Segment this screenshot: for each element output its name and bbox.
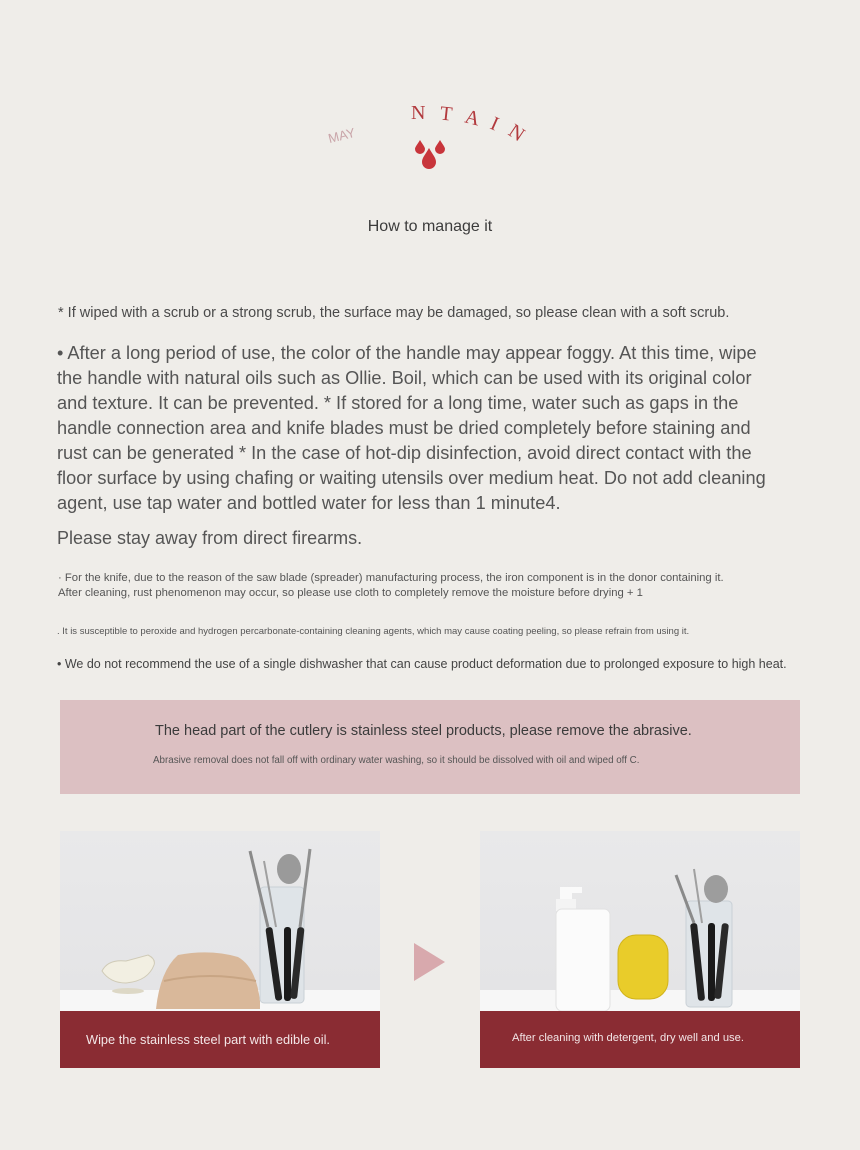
step-1-caption-bar — [60, 1011, 380, 1068]
oil-cloth-cutlery-photo — [60, 831, 380, 1011]
abrasive-notice-box — [60, 700, 800, 794]
scrub-note: * If wiped with a scrub or a strong scrub, the surface may be damaged, so please clean with a soft scrub. — [58, 305, 730, 321]
detergent-sponge-cutlery-photo — [480, 831, 800, 1011]
knife-rust-line-2: After cleaning, rust phenomenon may occur, so please use cloth to completely remove the moisture before drying + 1 — [58, 587, 643, 599]
page-title: How to manage it — [367, 218, 493, 235]
step-2-caption: After cleaning with detergent, dry well and use. — [512, 1032, 744, 1044]
next-step-arrow-icon — [414, 943, 445, 981]
logo-letter-a: A — [462, 105, 483, 131]
abrasive-notice-subtitle: Abrasive removal does not fall off with ordinary water washing, so it should be dissolved with oil and wiped off C. — [153, 755, 640, 766]
abrasive-notice-title: The head part of the cutlery is stainless steel products, please remove the abrasive. — [155, 723, 692, 739]
knife-rust-note — [58, 571, 818, 601]
water-drops-icon — [412, 138, 448, 174]
step-2-caption-bar — [480, 1011, 800, 1068]
detergent-sponge-cutlery-illustration — [480, 831, 800, 1011]
logo-letter-t: T — [438, 102, 454, 126]
peroxide-note: . It is susceptible to peroxide and hydrogen percarbonate-containing cleaning agents, which may cause coating peeling, so please refrain from using it. — [57, 626, 690, 637]
handle-care-paragraph: • After a long period of use, the color of the handle may appear foggy. At this time, wipe the handle with natural oils such as Ollie. Boil, which can be used with its original color and texture. It can be prevented. * If stored for a long time, water such as gaps in the handle connection area and knife blades must be dried completely before staining and rust can be generated * In the case of hot-dip disinfection, avoid direct contact with the floor surface by using chafing or waiting utensils over medium heat. Do not add cleaning agent, use tap water and bottled water for less than 1 minute4. — [57, 343, 766, 513]
step-1-caption: Wipe the stainless steel part with edible oil. — [86, 1032, 330, 1047]
firearms-note: Please stay away from direct firearms. — [57, 528, 363, 548]
logo-letter-n2: N — [504, 119, 529, 147]
dishwasher-note: • We do not recommend the use of a single dishwasher that can cause product deformation due to prolonged exposure to high heat. — [57, 657, 787, 671]
logo-letter-n1: N — [411, 102, 426, 124]
logo-may-text: MAY — [326, 124, 357, 147]
knife-rust-line-1: · For the knife, due to the reason of the saw blade (spreader) manufacturing process, the iron component is in the donor containing it. — [58, 572, 724, 584]
logo-letter-i: I — [487, 112, 503, 136]
oil-cloth-cutlery-illustration — [60, 831, 380, 1011]
